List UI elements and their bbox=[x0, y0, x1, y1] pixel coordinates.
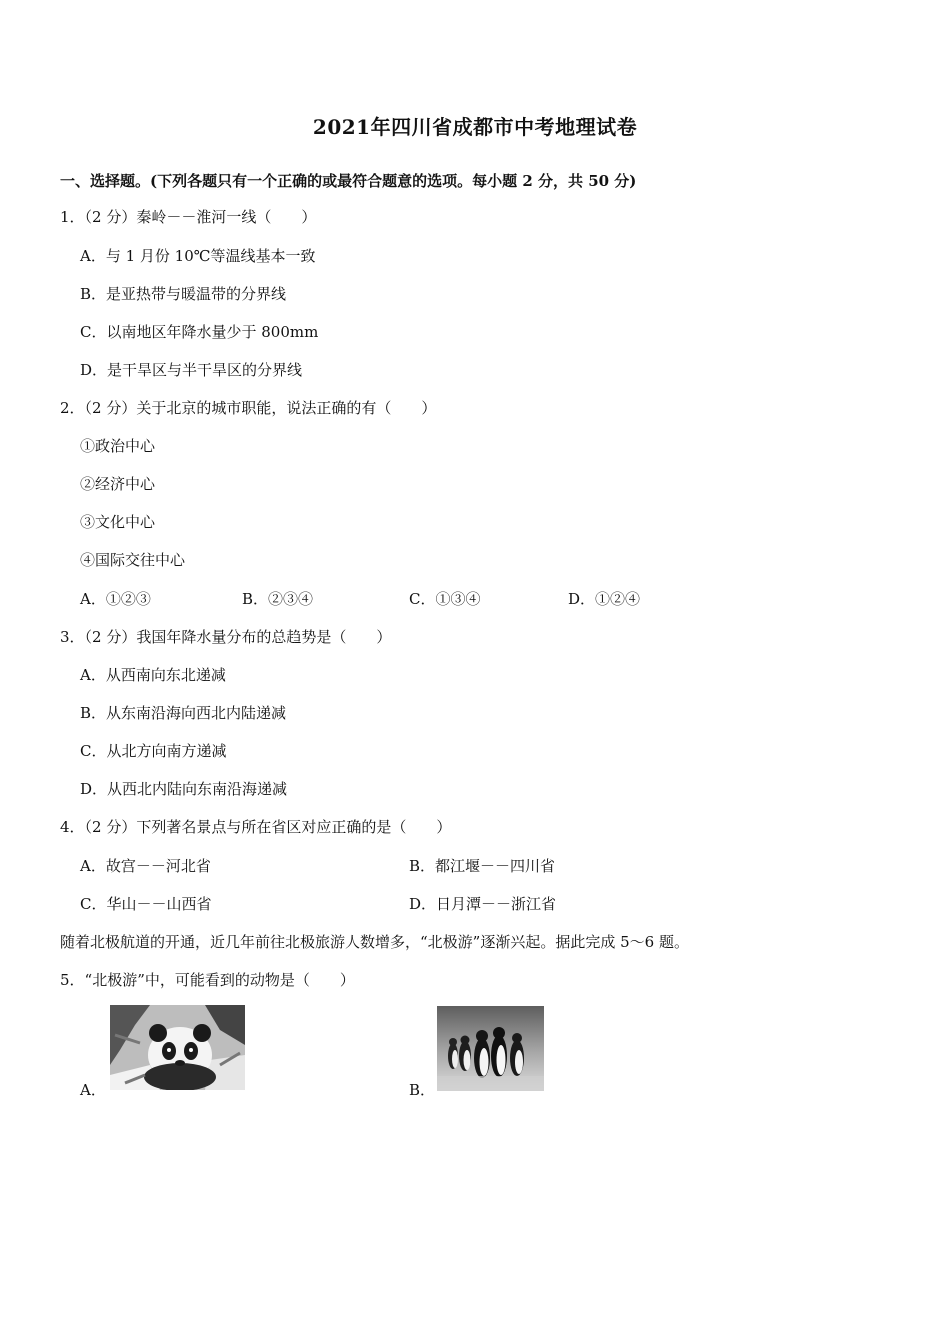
question-2-item-1: ①政治中心 bbox=[80, 437, 156, 455]
question-2-item-2: ②经济中心 bbox=[80, 475, 156, 493]
question-2-option-c: C．①③④ bbox=[409, 590, 481, 608]
question-2-item-3: ③文化中心 bbox=[80, 513, 156, 531]
question-3-option-c: C．从北方向南方递减 bbox=[80, 742, 227, 760]
question-1-option-b: B．是亚热带与暖温带的分界线 bbox=[80, 285, 287, 303]
question-2-item-4: ④国际交往中心 bbox=[80, 551, 186, 569]
question-4-option-b: B．都江堰－－四川省 bbox=[409, 857, 556, 875]
question-4-stem: 4．（2 分）下列著名景点与所在省区对应正确的是（ ） bbox=[60, 818, 452, 836]
question-5-stem: 5．“北极游”中，可能看到的动物是（ ） bbox=[60, 971, 355, 989]
panda-photo bbox=[110, 1005, 245, 1090]
question-1-option-a: A．与 1 月份 10℃等温线基本一致 bbox=[80, 247, 316, 265]
reading-passage: 随着北极航道的开通，近几年前往北极旅游人数增多，“北极游”逐渐兴起。据此完成 5～6 题。 bbox=[60, 933, 689, 951]
question-1-stem: 1．（2 分）秦岭－－淮河一线（ ） bbox=[60, 208, 317, 226]
question-4-option-c: C．华山－－山西省 bbox=[80, 895, 212, 913]
question-4-option-d: D．日月潭－－浙江省 bbox=[409, 895, 557, 913]
question-1-option-d: D．是干旱区与半干旱区的分界线 bbox=[80, 361, 303, 379]
question-3-option-d: D．从西北内陆向东南沿海递减 bbox=[80, 780, 288, 798]
page-title: 2021年四川省成都市中考地理试卷 bbox=[312, 115, 638, 139]
question-3-stem: 3．（2 分）我国年降水量分布的总趋势是（ ） bbox=[60, 628, 392, 646]
question-1-option-c: C．以南地区年降水量少于 800mm bbox=[80, 323, 319, 341]
penguin-photo bbox=[437, 1006, 544, 1091]
question-2-option-b: B．②③④ bbox=[242, 590, 314, 608]
section-heading: 一、选择题。(下列各题只有一个正确的或最符合题意的选项。每小题 2 分，共 50 分) bbox=[60, 172, 637, 190]
question-2-stem: 2．（2 分）关于北京的城市职能，说法正确的有（ ） bbox=[60, 399, 437, 417]
question-2-option-d: D．①②④ bbox=[568, 590, 641, 608]
question-3-option-a: A．从西南向东北递减 bbox=[80, 666, 226, 684]
question-2-option-a: A．①②③ bbox=[80, 590, 151, 608]
question-3-option-b: B．从东南沿海向西北内陆递减 bbox=[80, 704, 287, 722]
question-4-option-a: A．故宫－－河北省 bbox=[80, 857, 211, 875]
question-5-option-a-label: A． bbox=[80, 1081, 106, 1099]
question-5-option-b-label: B． bbox=[409, 1081, 436, 1099]
